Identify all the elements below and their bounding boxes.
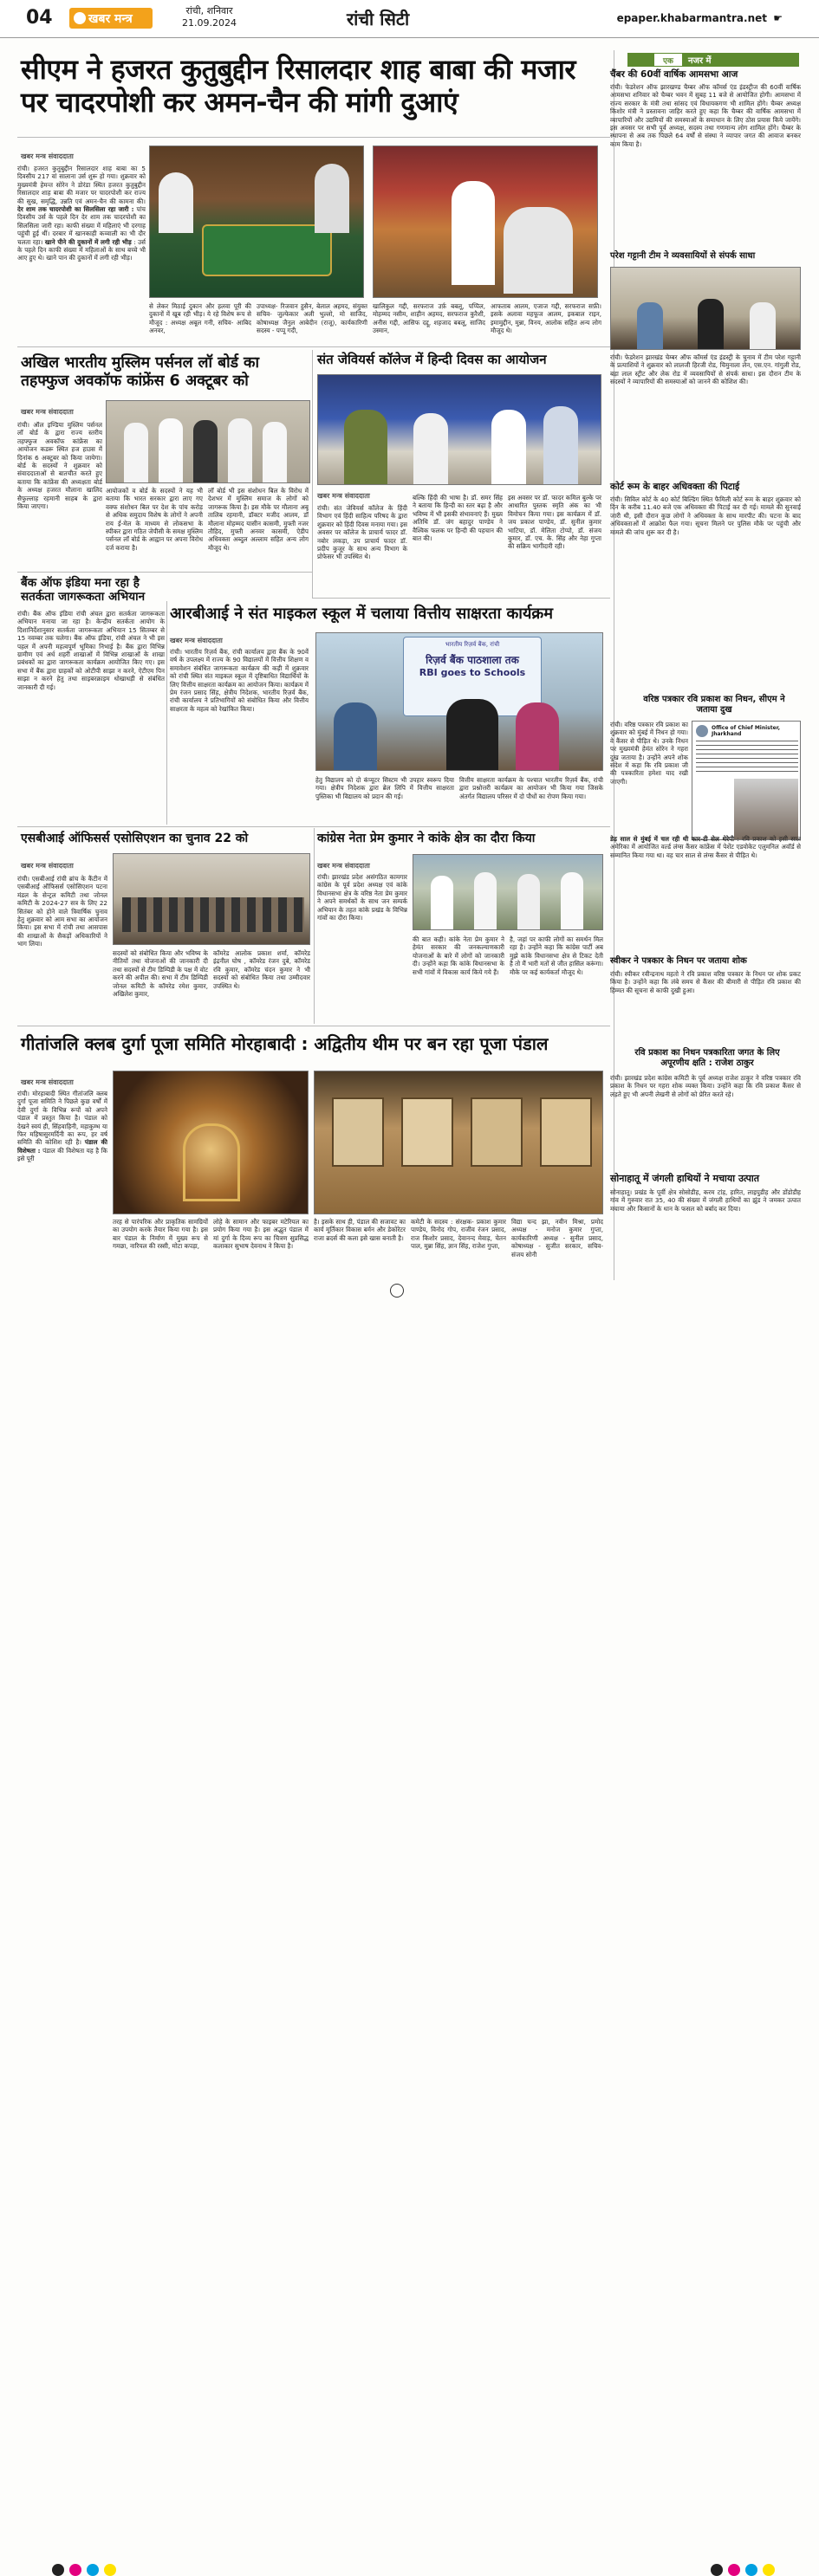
s8-kicker: खबर मन्त्र संवाददाता bbox=[21, 1078, 74, 1086]
s8-col1 bbox=[17, 1090, 107, 1278]
tweet-title: Office of Chief Minister, Jharkhand bbox=[712, 725, 781, 737]
s6-col3: कॉमरेड आलोक प्रकाश शर्मा, कॉमरेड इंद्रनील घोष , कॉमरेड रंजन दुबे, कॉमरेड रवि कुमार, कॉमरेड चंदन कुमार ने भी सदस्यों को संबोधित किया तथा उम्मीदवार उपस्थित थे। bbox=[213, 949, 310, 990]
side-h2: परेश गट्टानी टीम ने व्यवसायियों से संपर्क साधा bbox=[610, 251, 756, 261]
section-tag bbox=[627, 53, 799, 67]
cm-tweet-card bbox=[692, 721, 801, 840]
side-b1: रांची। फेडरेशन ऑफ झारखण्ड चैम्बर ऑफ कॉमर्स एंड इंडस्ट्रीज की 60वीं वार्षिक आमसभा शनिवार को चैम्बर भवन में सुबह 11 बजे से आयोजित होगी। आमसभा में राज्य सरकार के मंत्री तथा सांसद एवं विधायकगण भी शामिल होंगे। चैम्बर अध्यक्ष किशोर मंत्री ने प्रस्तावना जाहिर करते हुए कहा कि चैम्बर की वार्षिक आमसभा में व्यापारियों और उद्यमियों की समस्याओं के समाधान के लिए ठोस प्रयास किये जायेंगे। इस अवसर पर सभी पूर्व अध्यक्ष, सदस्य तथा गणमान्य लोग शामिल होंगे। चैम्बर के स्थापना से अब तक पिछले 64 वर्षों से संस्था ने व्यापार जगत की आवाज बनकर काम किया है। bbox=[610, 83, 801, 148]
tweet-photo bbox=[734, 779, 798, 839]
side-b3: रांची। सिविल कोर्ट के 40 कोर्ट बिल्डिंग स्थित फैमिली कोर्ट रूम के बाहर शुक्रवार को दिन के करीब 11.40 बजे एक अधिवक्ता की पिटाई कर दी गई। मामले की सुनवाई जारी थी, इसी दौरान कुछ लोगों ने अधिवक्ता के साथ मारपीट की। घटना के बाद अधिवक्ताओं में आक्रोश फैल गया। सूचना मिलने पर पुलिस मौके पर पहुंची और मामले की जांच शुरू कर दी है। bbox=[610, 495, 801, 536]
person bbox=[263, 422, 287, 483]
side-sub-text: : रवि प्रकाश को इसी साल अमेरिका में आयोजित वर्ल्ड लंग्स कैंसर कांफ्रेंस में पेशेंट एडवोकेट एलुमनिल अवॉर्ड से सम्मानित किया गया था। वह चार साल से लंग्स कैंसर से पीड़ित थे। bbox=[610, 835, 801, 859]
s2-headline: अखिल भारतीय मुस्लिम पर्सनल लॉ बोर्ड का तहफ्फुज अवकॉफ कांफ्रेंस 6 अक्टूबर को bbox=[21, 354, 260, 390]
s8-col3: लोहे के सामान और फाइबर मटेरियल का प्रयोग किया गया है। इस अद्भुत पंडाल में मां दुर्गा के दिव्य रूप का चित्रण सुप्रसिद्ध कलाकार सुभाष देवनाथ ने किया है। bbox=[213, 1218, 309, 1251]
s4-body: रांची। बैंक ऑफ इंडिया रांची अंचल द्वारा सतर्कता जागरूकता अभियान मनाया जा रहा है। केन्द्रीय सतर्कता आयोग के दिशानिर्देशानुसार सतर्कता जागरूकता अभियान 15 सितम्बर से 15 नवम्बर तक चलेगा। बैंक ऑफ इंडिया, रांची अंचल ने भी इस पहल में अपनी महत्वपूर्ण भूमिका निभाई है। बैंक द्वारा विभिन्न ग्रामीण एवं अर्ध शहरी शाखाओं में विभिन्न शाखाओं के शाखा प्रबंधकों का द्वारा जागरूकता कार्यक्रम आयोजित किए गए। इस सभा में बैंक द्वारा ग्राहकों को ओटीपी साझा न करने, ऐटीएम पिन साझा न करने हेतु तथा साइबरक्राइम धोखाधड़ी से संबंधित जानकारी दी गई। bbox=[17, 610, 165, 691]
person bbox=[413, 413, 448, 485]
divider bbox=[17, 346, 610, 347]
lead-photo-2 bbox=[373, 146, 598, 298]
logo-icon bbox=[74, 12, 86, 24]
person bbox=[228, 418, 252, 483]
s7-kicker: खबर मन्त्र संवाददाता bbox=[317, 862, 370, 870]
dateline bbox=[182, 5, 237, 29]
s8-subhead: पंडाल की विशेषता : bbox=[17, 1138, 107, 1155]
color-swatch bbox=[763, 2564, 775, 2576]
s3-col3: इस अवसर पर डॉ. फादर कमिल बुल्के पर आधारित पुस्तक स्मृति अंक का भी विमोचन किया गया। इस कार्यक्रम में डॉ. जय प्रकाश पाण्डेय, डॉ. सुनील कुमार भाटिया, डॉ. मेलिता टोप्पो, डॉ. संजय कुमार, डॉ. एच. के. सिंह और नेहा गुप्ता की सक्रिय भागीदारी रही। bbox=[508, 494, 601, 551]
divider bbox=[314, 828, 315, 1024]
color-swatch bbox=[104, 2564, 116, 2576]
person bbox=[446, 699, 498, 771]
print-marks bbox=[0, 1280, 819, 1314]
logo-text: खबर मन्त्र bbox=[88, 12, 133, 26]
s3-col2: बल्कि हिंदी की भाषा है। डॉ. समर सिंह ने बताया कि हिन्दी का स्तर बढ़ा है और भविष्य में भी इसकी संभावनाएं हैं। मुख्य अतिथि डॉ. जंग बहादुर पाण्डेय ने वैश्विक फलक पर हिन्दी की पहचान की बात की। bbox=[413, 494, 503, 543]
person bbox=[504, 207, 573, 294]
s3-photo bbox=[317, 374, 601, 485]
s8-photo-1 bbox=[113, 1071, 309, 1214]
side-b2: रांची। फेडरेशन झारखंड चेम्बर ऑफ कॉमर्स एंड इंडस्ट्री के चुनाव में टीम परेश गट्टानी के प्रत्याशियों ने शुक्रवार को लालजी हिरजी रोड, चिमुनाला लेन, एस.एन. गांगुली रोड, बड़ा लाल स्ट्रीट और लेक रोड में व्यवसायियों से संपर्क साधा। इस दौरान टीम के सदस्यों ने व्यापारियों की समस्याओं को जानने की कोशिश की। bbox=[610, 353, 801, 386]
s6-col1: रांची। एसबीआई रांची ब्रांच के कैंटीन में एसबीआई ऑफिसर्स एसोसिएशन पटना मंडल के सेन्ट्रल कमिटी तथा जोनल कमिटी के 2024-27 सत्र के लिए 22 सितंबर को होने वाले त्रिवार्षिक चुनाव हेतु शुक्रवार को आम सभा का आयोजन किया। इस सभा में रांची तथा आसपास की शाखाओं के सैकड़ों अधिकारियों ने भाग लिया। bbox=[17, 875, 107, 948]
person bbox=[637, 302, 663, 350]
side-photo-1 bbox=[610, 267, 801, 350]
registration-target-icon bbox=[390, 1284, 404, 1298]
divider bbox=[17, 137, 610, 138]
s2-col2: आयोजकों व बोर्ड के सदस्यों ने यह भी बताया कि भारत सरकार द्वारा लाए गए वक्फ संशोधन बिल पर देश के पांच करोड़ से अधिक समुदाय विशेष के लोगों ने अपनी राय ई-मेल के माध्यम से लोकसभा के स्पीकर द्वारा गठित जेपीसी के समक्ष मुस्लिम पर्सनल लॉ बोर्ड के आह्वान पर अपना विरोध दर्ज कराया है। bbox=[106, 487, 203, 552]
person bbox=[491, 410, 526, 485]
lead-col3: उपाध्यक्ष- रिजवान हुसैन, बेलाल अहमद, संयुक्त सचिव- जुल्फेकार अली भुल्लो, मो साजिद, कोषाध्यक्ष जैनुल आबेदीन (राजू), कार्यकारिणी सदस्य - पप्पू गदी, bbox=[257, 302, 367, 335]
s3-col1: रांची। संत जेवियर्स कॉलेज के हिंदी विभाग एवं हिंदी साहित्य परिषद के द्वारा शुक्रवार को हिंदी दिवस मनाया गया। इस अवसर पर कॉलेज के प्राचार्य फादर डॉ. नबोर लकड़ा, उप प्राचार्य फादर डॉ. प्रदीप कुजूर के साथ अन्य विभाग के प्रोफेसर भी उपस्थित थे। bbox=[317, 504, 407, 561]
s8-col6: विद्या चन्द झा, नवीन मिश्रा, प्रमोद अध्यक्ष - मनोज कुमार गुप्ता, कार्यकारिणी अध्यक्ष - सुनील प्रसाद, कोषाध्यक्ष - सुजीत सरकार, सचिव- संजय सोनी bbox=[511, 1218, 603, 1259]
s8-text: रांची। मोरहाबादी स्थित गीतांजलि क्लब दुर्गा पूजा समिति ने पिछले कुछ वर्षों में देवी दुर्गा के विभिन्न रूपों को अपने पंडाल में प्रस्तुत किया है। पंडाल को देखने स्वयं ही, सिंहवाहिनी, महाकुम्भ या फिर महिषासुरमर्दिनी का रूप, हर वर्ष समिति की कोशिश रही है। bbox=[17, 1090, 107, 1147]
s8-col5: कमेटी के सदस्य : संरक्षक- प्रकाश कुमार पाण्डेय, विनोद गोप, राजीव रंजन प्रसाद, राज किशोर प्रसाद, देवानन्द मेवाड़, चेतन पाल, मुन्ना सिंह, ज्ञान सिंह, राजेश गुप्ता, bbox=[411, 1218, 506, 1251]
s3-kicker: खबर मन्त्र संवाददाता bbox=[317, 492, 370, 500]
date: 21.09.2024 bbox=[182, 17, 237, 29]
side-h7: सोनाहातू में जंगली हाथियों ने मचाया उत्पात bbox=[610, 1173, 759, 1184]
s2-kicker: खबर मन्त्र संवाददाता bbox=[21, 408, 74, 416]
city-day: रांची, शनिवार bbox=[185, 5, 233, 16]
side-h1: चैंबर की 60वीं वार्षिक आमसभा आज bbox=[610, 69, 738, 80]
person bbox=[452, 181, 495, 285]
divider bbox=[312, 350, 313, 598]
lead-photo-1 bbox=[149, 146, 364, 298]
lead-kicker: खबर मन्त्र संवाददाता bbox=[21, 152, 74, 160]
s5-col1: रांची। भारतीय रिज़र्व बैंक, रांची कार्यालय द्वारा बैंक के 90वें वर्ष के उपलक्ष्य में राज्य के 90 विद्यालयों में वित्तीय शिक्षण व समावेशन संबंधित जागरूकता कार्यक्रम की कड़ी में शुक्रवार को रांची स्थित संत माइकल स्कूल में दृष्टिबाधित विद्यार्थियों के लिए वित्तीय साक्षरता कार्यक्रम का आयोजन किया। कार्यक्रम में प्रेम रंजन प्रसाद सिंह, क्षेत्रीय निदेशक, भारतीय रिज़र्व बैंक, रांची कार्यालय ने प्रतिभागियों को संबोधित किया और वित्तीय साक्षरता के महत्व को रेखांकित किया। bbox=[170, 648, 309, 713]
chadar bbox=[202, 224, 332, 276]
s8-photo-2 bbox=[314, 1071, 603, 1214]
s5-col3: वित्तीय साक्षरता कार्यक्रम के पश्चात भारतीय रिज़र्व बैंक, रांची द्वारा प्रश्नोत्तरी कार्यक्रम का आयोजन भी किया गया जिसके अंतर्गत विद्यालय परिसर में दो पौधों का रोपण किया गया। bbox=[459, 776, 603, 800]
s7-col2: की बात कही। कांके नेता प्रेम कुमार ने हेमंत सरकार की जनकल्याणकारी योजनाओं के बारे में लोगों को जानकारी दी। उन्होंने कहा कि कांके विधानसभा के सभी गांवों में विकास कार्य किये गये हैं। bbox=[413, 935, 504, 976]
s4-headline: बैंक ऑफ इंडिया मना रहा है सतर्कता जागरूकता अभियान bbox=[21, 576, 146, 604]
divider bbox=[166, 601, 167, 825]
color-swatch bbox=[87, 2564, 99, 2576]
divider bbox=[17, 826, 610, 827]
art-panel bbox=[332, 1097, 384, 1167]
newspaper-logo bbox=[69, 8, 153, 29]
pandal-arch bbox=[183, 1123, 240, 1201]
s7-col3: है, जहां पर काफी लोगों का समर्थन मिल रहा है। उन्होंने कहा कि कांग्रेस पार्टी अब मुझे कांके विधानसभा क्षेत्र से टिकट देती है तो मैं भारी मतों से जीत हासिल करूंगा। मौके पर कई कार्यकर्ता मौजूद थे। bbox=[510, 935, 603, 976]
lead-col4: खालिकुल गद्दी, सरफराज उर्फ़ बबलू, पप्पिल, मोहम्मद नसीम, शाहीन अहमद, सरफराज कुरैशी, अनीस गद्दी, आसिफ दद्दू, शहजाद बबलू, साजिद उस्मान, bbox=[373, 302, 485, 335]
side-h5: स्वीकर ने पत्रकार के निधन पर जताया शोक bbox=[610, 956, 747, 966]
person bbox=[193, 420, 218, 483]
s6-headline: एसबीआई ऑफिसर्स एसोसिएशन का चुनाव 22 को bbox=[21, 832, 249, 845]
side-b6: रांची। झारखंड प्रदेश कांग्रेस कमिटी के पूर्व अध्यक्ष राजेश ठाकुर ने वरिष्ठ पत्रकार रवि प्रकाश के निधन पर गहरा शोक व्यक्त किया। उन्होंने कहा कि रवि प्रकाश कैंसर से लड़ते हुए भी अपनी लेखनी से लोगों को प्रेरित करते रहे। bbox=[610, 1074, 801, 1098]
s2-body: रांची। ऑल इण्डिया मुस्लिम पर्सनल लॉ बोर्ड के द्वारा राज्य स्तरीय तहफ्फुज अवकॉफ कांफ्रेंस का आयोजन कडरू स्थित हज हाउस में दिनांक 6 अक्टूबर को किया जायेगा। बोर्ड के सदस्यों ने शुक्रवार को संवाददाताओं से बातचीत करते हुए बताया कि कांफ्रेंस की अध्यक्षता बोर्ड के अध्यक्ष हजरत मौलाना खालिद सैफुल्लाह रहमानी साहब के द्वारा किया जाएगा। bbox=[17, 421, 102, 511]
banner-line-3: RBI goes to Schools bbox=[419, 667, 526, 678]
tag-label: नजर में bbox=[688, 56, 712, 66]
side-b4b bbox=[610, 835, 801, 942]
s5-headline: आरबीआई ने संत माइकल स्कूल में चलाया वित्तीय साक्षरता कार्यक्रम bbox=[170, 605, 553, 623]
audience bbox=[122, 897, 304, 932]
side-h6: रवि प्रकाश का निधन पत्रकारिता जगत के लिए अपूरणीय क्षति : राजेश ठाकुर bbox=[634, 1048, 780, 1068]
person bbox=[516, 702, 559, 771]
person bbox=[561, 872, 583, 930]
s6-col2: सदस्यों को संबोधित किया और भविष्य के नीतियों तथा योजनाओं की जानकारी दी तथा सदस्यों से टीम डिम्पिडी के पक्ष में वोट करने की अपील की। सभा में टीम डिम्पिडी जोनल कमिटी के कॉमरेड रमेश कुमार, अखिलेश कुमार, bbox=[113, 949, 208, 999]
color-swatch bbox=[745, 2564, 757, 2576]
person bbox=[315, 164, 349, 233]
s7-photo bbox=[413, 854, 603, 930]
person bbox=[159, 172, 193, 233]
s8-col4: है। इसके साथ ही, पंडाल की सजावट का कार्य मूर्तिकार विकास बर्मन और डेकोरेटर राजा ब्रदर्स की कला इसे खास बनाती है। bbox=[314, 1218, 406, 1242]
lead-col5: आफताब आलम, एजाज गद्दी, सरफराज सफ़ी। इसके अलावा महफूज आलम, इकबाल राइन, इमामुद्दीन, मुन्ना, विनय, आलोक सहित अन्य लोग मौजूद थे। bbox=[491, 302, 601, 335]
person bbox=[344, 410, 387, 485]
s7-col1: रांची। झारखंड प्रदेश असंगठित कामगार कांग्रेस के पूर्व प्रदेश अध्यक्ष एवं कांके विधानसभा क्षेत्र के वरिष्ठ नेता प्रेम कुमार ने अपने समर्थकों के साथ जन सम्पर्क अभियान के तहत कांके प्रखंड के विभिन्न गांवों का दौरा किया। bbox=[317, 873, 407, 922]
s6-kicker: खबर मन्त्र संवाददाता bbox=[21, 862, 74, 870]
art-panel bbox=[540, 1097, 592, 1167]
section-title: रांची सिटी bbox=[347, 9, 410, 29]
banner-line-1: भारतीय रिज़र्व बैंक, रांची bbox=[445, 641, 500, 648]
person bbox=[750, 302, 776, 350]
s6-photo bbox=[113, 853, 310, 945]
s7-headline: कांग्रेस नेता प्रेम कुमार ने कांके क्षेत्र का दौरा किया bbox=[317, 832, 536, 845]
art-panel bbox=[471, 1097, 523, 1167]
person bbox=[431, 876, 453, 930]
lead-body bbox=[17, 165, 146, 318]
s8-headline: गीतांजलि क्लब दुर्गा पूजा समिति मोरहाबादी : अद्वितीय थीम पर बन रहा पूजा पंडाल bbox=[21, 1033, 549, 1054]
color-swatch bbox=[69, 2564, 81, 2576]
person bbox=[124, 423, 148, 483]
side-b5: रांची। स्पीकर रवीन्द्रनाथ महतो ने रवि प्रकाश वरिष्ठ पत्रकार के निधन पर शोक प्रकट किया है। उन्होंने कहा कि लंबे समय से कैंसर की बीमारी से पीड़ित रवि प्रकाश की हिम्मत की सूचना से काफी दुखी हुआ। bbox=[610, 970, 801, 994]
lead-text: रांची। हजरत कुतुबुद्दीन रिसालदार शाह बाबा का 5 दिवसीय 217 वां सालाना उर्स शुरू हो गया। शुक्रवार को मुख्यमंत्री हेमन्त सोरेन ने डोरंडा स्थित हजरत कुतुबुद्दीन रिसालदार शाह बाबा की मजार पर चादरपोशी कर राज्य की सुख, समृद्धि, उन्नति एवं अमन-चैन की कामना की। bbox=[17, 165, 146, 205]
person bbox=[159, 418, 183, 483]
lead-sub2-text: : उर्स के पहले दिन काफी संख्या में महिलाओं के साथ बच्चे भी आए हुए थे। खाने पान की दुकानों में लगी रही भीड़। bbox=[17, 237, 146, 262]
color-swatch bbox=[52, 2564, 64, 2576]
pointer-icon: ☛ bbox=[773, 12, 783, 24]
color-swatch bbox=[728, 2564, 740, 2576]
lead-subhead-1: देर शाम तक चादरपोशी का सिलसिला रहा जारी : bbox=[17, 205, 134, 214]
s3-headline: संत जेवियर्स कॉलेज में हिन्दी दिवस का आयोजन bbox=[317, 352, 547, 367]
side-b7: सोनाहातू। प्रखंड के पूर्वी क्षेत्र सोसोडीह, करम टांड़, हारित, लाइपुडीह और डोंडोडीह गांव में गुरुवार रात 35, 40 की संख्या में जंगली हाथियों का झुंड ने जमकर उत्पात मचाया और किसानों के धान के फसल को बर्बाद कर दिया। bbox=[610, 1188, 801, 1213]
lead-col2: से लेकर मिठाई दुकान और हलवा पूरी की दुकानों में खूब रही भीड़। ये रहे विशेष रूप से मौजूद : अध्यक्ष अबूल गनी, सचिव- आबिद अनवर, bbox=[149, 302, 251, 335]
art-panel bbox=[401, 1097, 453, 1167]
person bbox=[698, 299, 724, 350]
tweet-avatar bbox=[696, 725, 708, 737]
masthead bbox=[0, 0, 819, 38]
divider bbox=[312, 598, 610, 599]
s2-col3: लॉ बोर्ड भी इस संशोधन बिल के विरोध में देशभर में मुस्लिम समाज के लोगों को जागरूक किया है। इस मौके पर मौलाना अबू तालिब रहमानी, डॉक्टर मजीद आलम, डॉ मौलाना मोहम्मद यासीन कासमी, मुफ्ती नजर तौहिद, मुफ्ती अनवर कासमी, ऐडीप अधिवक्ता अब्दुल अल्लाम सहित अन्य लोग मौजूद थे। bbox=[208, 487, 309, 552]
s8-col2: तरह से पारंपरिक और प्राकृतिक सामग्रियों का उपयोग करके तैयार किया गया है। इस बार पंडाल के निर्माण में मुख्य रूप से गमछा, नारियल की रस्सी, मोटा कपड़ा, bbox=[113, 1218, 208, 1251]
site-url[interactable]: epaper.khabarmantra.net bbox=[616, 12, 767, 24]
s5-photo bbox=[315, 632, 603, 771]
person bbox=[543, 406, 578, 485]
page-number: 04 bbox=[26, 7, 53, 29]
banner-line-2: रिज़र्व बैंक पाठशाला तक bbox=[426, 654, 519, 666]
lead-sub1-text: पांच दिवसीय उर्स के पहले दिन देर शाम तक चादरपोशी का सिलसिला जारी रहा। काफी संख्या में महिलाएं भी दरगाह पहुंची हुई थीं। दरबार में खानकाही कव्वाली का भी दौर चलता रहा। bbox=[17, 205, 146, 246]
s8-sub-text: पंडाल की विशेषता यह है कि इसे पूरी bbox=[17, 1146, 107, 1163]
tweet-text bbox=[696, 741, 798, 775]
person bbox=[334, 702, 377, 771]
side-h4: वरिष्ठ पत्रकार रवि प्रकाश का निधन, सीएम ने जताया दुख bbox=[643, 695, 785, 715]
side-b4: रांची। वरिष्ठ पत्रकार रवि प्रकाश का शुक्रवार को मुंबई में निधन हो गया। वे कैंसर से पीड़ित थे। उनके निधन पर मुख्यमंत्री हेमंत सोरेन ने गहरा दुख जताया है। उन्होंने अपने शोक संदेश में कहा कि रवि प्रकाश जी की पत्रकारिता हमेशा याद रखी जाएगी। bbox=[610, 721, 688, 786]
side-h3: कोर्ट रूम के बाहर अधिवक्ता की पिटाई bbox=[610, 482, 740, 492]
s5-kicker: खबर मन्त्र संवाददाता bbox=[170, 637, 223, 644]
s2-photo bbox=[106, 400, 310, 483]
lead-headline: सीएम ने हजरत कुतुबुद्दीन रिसालदार शाह बाबा की मजार पर चादरपोशी कर अमन-चैन की मांगी दुआएं bbox=[21, 53, 575, 119]
side-subhead: डेढ़ साल से मुंबई में चल रही थी कार-टी सेल थेरेपी bbox=[610, 835, 734, 843]
s5-col2: हेतु विद्यालय को दो कंप्यूटर सिस्टम भी उपहार स्वरूप दिया गया। क्षेत्रीय निदेशक द्वारा ब्रेल लिपि में वित्तीय साक्षरता पुस्तिका भी विद्यालय को प्रदान की गई। bbox=[315, 776, 454, 800]
tag-tab: एक bbox=[653, 53, 683, 67]
color-swatch bbox=[711, 2564, 723, 2576]
divider bbox=[17, 572, 312, 573]
person bbox=[517, 874, 540, 930]
lead-subhead-2: खाने पीने की दुकानों में लगी रही भीड़ bbox=[44, 237, 132, 246]
person bbox=[474, 872, 497, 930]
